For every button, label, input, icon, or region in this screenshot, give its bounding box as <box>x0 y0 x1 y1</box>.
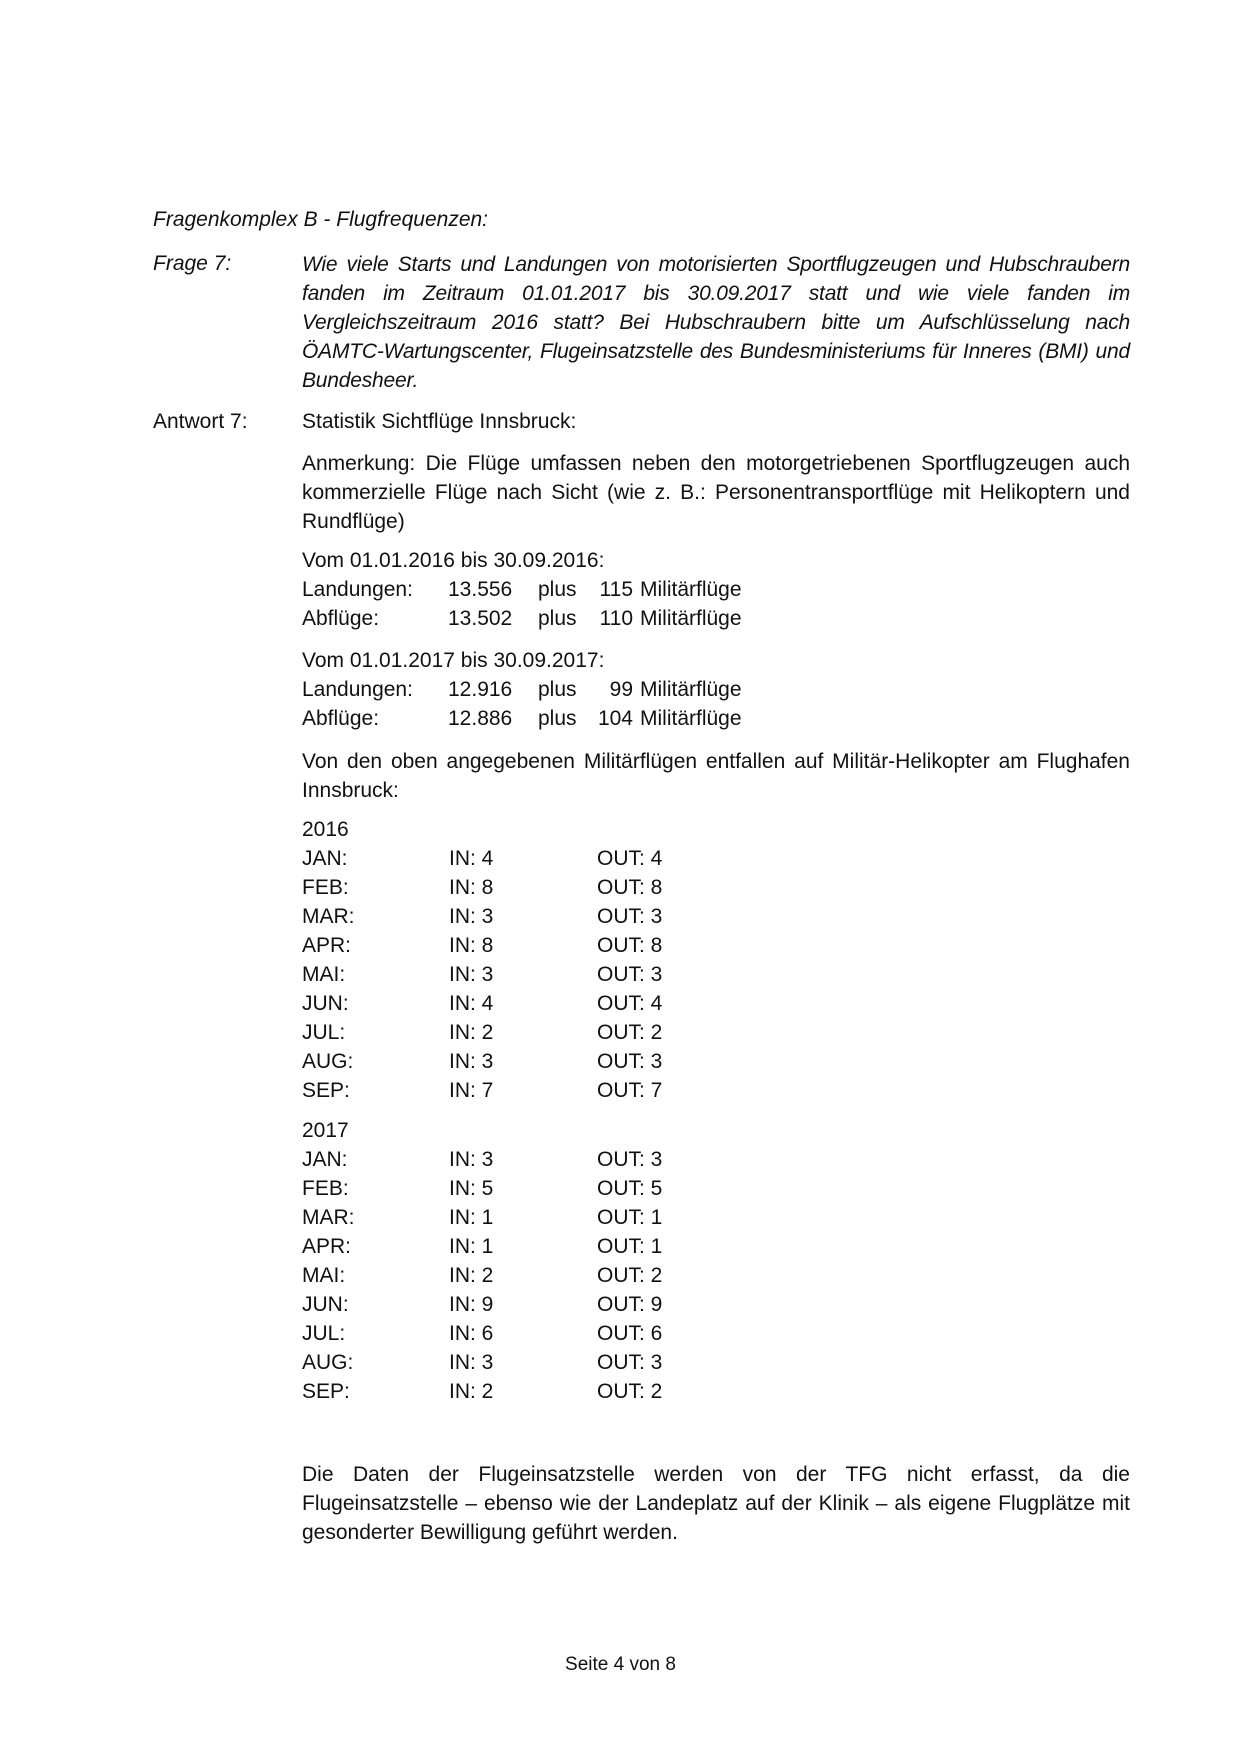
month-label: MAR: <box>302 1206 355 1229</box>
month-row <box>302 1203 663 1232</box>
month-in: IN: 8 <box>449 876 494 899</box>
month-out: OUT: 2 <box>597 1021 663 1044</box>
month-out: OUT: 8 <box>597 934 663 957</box>
month-row <box>302 873 663 902</box>
month-in: IN: 7 <box>449 1079 494 1102</box>
row-label: Landungen: <box>302 578 413 601</box>
month-out: OUT: 4 <box>597 847 663 870</box>
row-label: Abflüge: <box>302 707 380 730</box>
month-label: JUL: <box>302 1322 346 1345</box>
question-label: Frage 7: <box>153 252 232 275</box>
month-label: APR: <box>302 1235 352 1258</box>
month-out: OUT: 2 <box>597 1264 663 1287</box>
month-in: IN: 3 <box>449 963 494 986</box>
row-plus: plus <box>538 578 577 601</box>
period-row <box>302 575 742 604</box>
month-in: IN: 3 <box>449 1050 494 1073</box>
year-heading: 2016 <box>302 818 349 841</box>
closing-paragraph: Die Daten der Flugeinsatzstelle werden von der TFG nicht erfasst, da die Flugeinsatzstelle – ebenso wie der Landeplatz auf der Klinik – als eigene Flugplätze mit gesonderter Bewilligung geführt werden. <box>302 1463 1130 1544</box>
month-in: IN: 3 <box>449 1148 494 1171</box>
month-in: IN: 3 <box>449 1351 494 1374</box>
month-row <box>302 960 663 989</box>
row-plus: plus <box>538 607 577 630</box>
helicopter-table-2017 <box>302 1116 663 1406</box>
row-military-label: Militärflüge <box>640 578 742 601</box>
period-heading: Vom 01.01.2017 bis 30.09.2017: <box>302 649 605 672</box>
month-row <box>302 1319 663 1348</box>
month-out: OUT: 1 <box>597 1235 663 1258</box>
month-label: AUG: <box>302 1050 354 1073</box>
month-out: OUT: 6 <box>597 1322 663 1345</box>
period-2016 <box>302 546 742 633</box>
month-in: IN: 9 <box>449 1293 494 1316</box>
row-military-label: Militärflüge <box>640 678 742 701</box>
month-in: IN: 4 <box>449 847 494 870</box>
month-out: OUT: 3 <box>597 1148 663 1171</box>
row-label: Abflüge: <box>302 607 380 630</box>
month-row <box>302 931 663 960</box>
month-row <box>302 1232 663 1261</box>
month-out: OUT: 3 <box>597 1050 663 1073</box>
month-row <box>302 1174 663 1203</box>
month-row <box>302 989 663 1018</box>
month-out: OUT: 8 <box>597 876 663 899</box>
month-row <box>302 1145 663 1174</box>
period-heading: Vom 01.01.2016 bis 30.09.2016: <box>302 549 605 572</box>
month-label: MAR: <box>302 905 355 928</box>
month-label: JAN: <box>302 1148 348 1171</box>
helicopter-intro: Von den oben angegebenen Militärflügen entfallen auf Militär-Helikopter am Flughafen Innsbruck: <box>302 750 1130 802</box>
month-in: IN: 3 <box>449 905 494 928</box>
month-row <box>302 1018 663 1047</box>
month-out: OUT: 3 <box>597 963 663 986</box>
month-out: OUT: 4 <box>597 992 663 1015</box>
month-in: IN: 2 <box>449 1021 494 1044</box>
row-military-count: 115 <box>599 578 633 601</box>
month-label: MAI: <box>302 963 346 986</box>
year-heading: 2017 <box>302 1119 349 1142</box>
period-row <box>302 675 742 704</box>
section-title: Fragenkomplex B - Flugfrequenzen: <box>153 208 489 231</box>
month-label: FEB: <box>302 1177 349 1200</box>
month-out: OUT: 1 <box>597 1206 663 1229</box>
row-plus: plus <box>538 707 577 730</box>
row-military-count: 110 <box>599 607 633 630</box>
month-label: JAN: <box>302 847 348 870</box>
month-label: JUN: <box>302 992 349 1015</box>
row-military-label: Militärflüge <box>640 607 742 630</box>
month-row <box>302 1047 663 1076</box>
row-military-count: 104 <box>597 707 633 730</box>
period-2017 <box>302 646 742 733</box>
answer-heading: Statistik Sichtflüge Innsbruck: <box>302 410 577 433</box>
month-row <box>302 1290 663 1319</box>
month-out: OUT: 3 <box>597 905 663 928</box>
helicopter-table-2016 <box>302 815 663 1105</box>
row-value: 13.502 <box>448 607 513 630</box>
row-military-label: Militärflüge <box>640 707 742 730</box>
month-in: IN: 4 <box>449 992 494 1015</box>
month-label: MAI: <box>302 1264 346 1287</box>
row-value: 13.556 <box>448 578 513 601</box>
month-label: SEP: <box>302 1380 350 1403</box>
row-value: 12.886 <box>448 707 513 730</box>
month-row <box>302 844 663 873</box>
month-row <box>302 1076 663 1105</box>
month-in: IN: 2 <box>449 1264 494 1287</box>
month-out: OUT: 3 <box>597 1351 663 1374</box>
month-label: APR: <box>302 934 352 957</box>
month-label: FEB: <box>302 876 349 899</box>
month-row <box>302 1377 663 1406</box>
row-label: Landungen: <box>302 678 413 701</box>
period-row <box>302 704 742 733</box>
month-row <box>302 902 663 931</box>
month-label: AUG: <box>302 1351 354 1374</box>
answer-label: Antwort 7: <box>153 410 248 433</box>
month-in: IN: 6 <box>449 1322 494 1345</box>
page-footer: Seite 4 von 8 <box>565 1654 676 1675</box>
answer-note: Anmerkung: Die Flüge umfassen neben den motorgetriebenen Sportflugzeugen auch kommerzielle Flüge nach Sicht (wie z. B.: Personentransportflüge mit Helikoptern und Rundflüge) <box>302 452 1130 533</box>
month-out: OUT: 5 <box>597 1177 663 1200</box>
month-out: OUT: 7 <box>597 1079 663 1102</box>
question-text: Wie viele Starts und Landungen von motorisierten Sportflugzeugen und Hubschraubern fanden im Zeitraum 01.01.2017 bis 30.09.2017 statt und wie viele fanden im Vergleichszeitraum 2016 statt? Bei Hubschraubern bitte um Aufschlüsselung nach ÖAMTC-Wartungscenter, Flugeinsatzstelle des Bundesministeriums für Inneres (BMI) und Bundesheer. <box>302 253 1130 392</box>
month-in: IN: 8 <box>449 934 494 957</box>
month-label: SEP: <box>302 1079 350 1102</box>
row-value: 12.916 <box>448 678 513 701</box>
row-plus: plus <box>538 678 577 701</box>
row-military-count: 99 <box>609 678 633 701</box>
month-out: OUT: 9 <box>597 1293 663 1316</box>
month-in: IN: 1 <box>449 1206 494 1229</box>
period-row <box>302 604 742 633</box>
month-label: JUL: <box>302 1021 346 1044</box>
month-label: JUN: <box>302 1293 349 1316</box>
month-row <box>302 1348 663 1377</box>
month-row <box>302 1261 663 1290</box>
month-in: IN: 1 <box>449 1235 494 1258</box>
month-in: IN: 2 <box>449 1380 494 1403</box>
month-out: OUT: 2 <box>597 1380 663 1403</box>
month-in: IN: 5 <box>449 1177 494 1200</box>
